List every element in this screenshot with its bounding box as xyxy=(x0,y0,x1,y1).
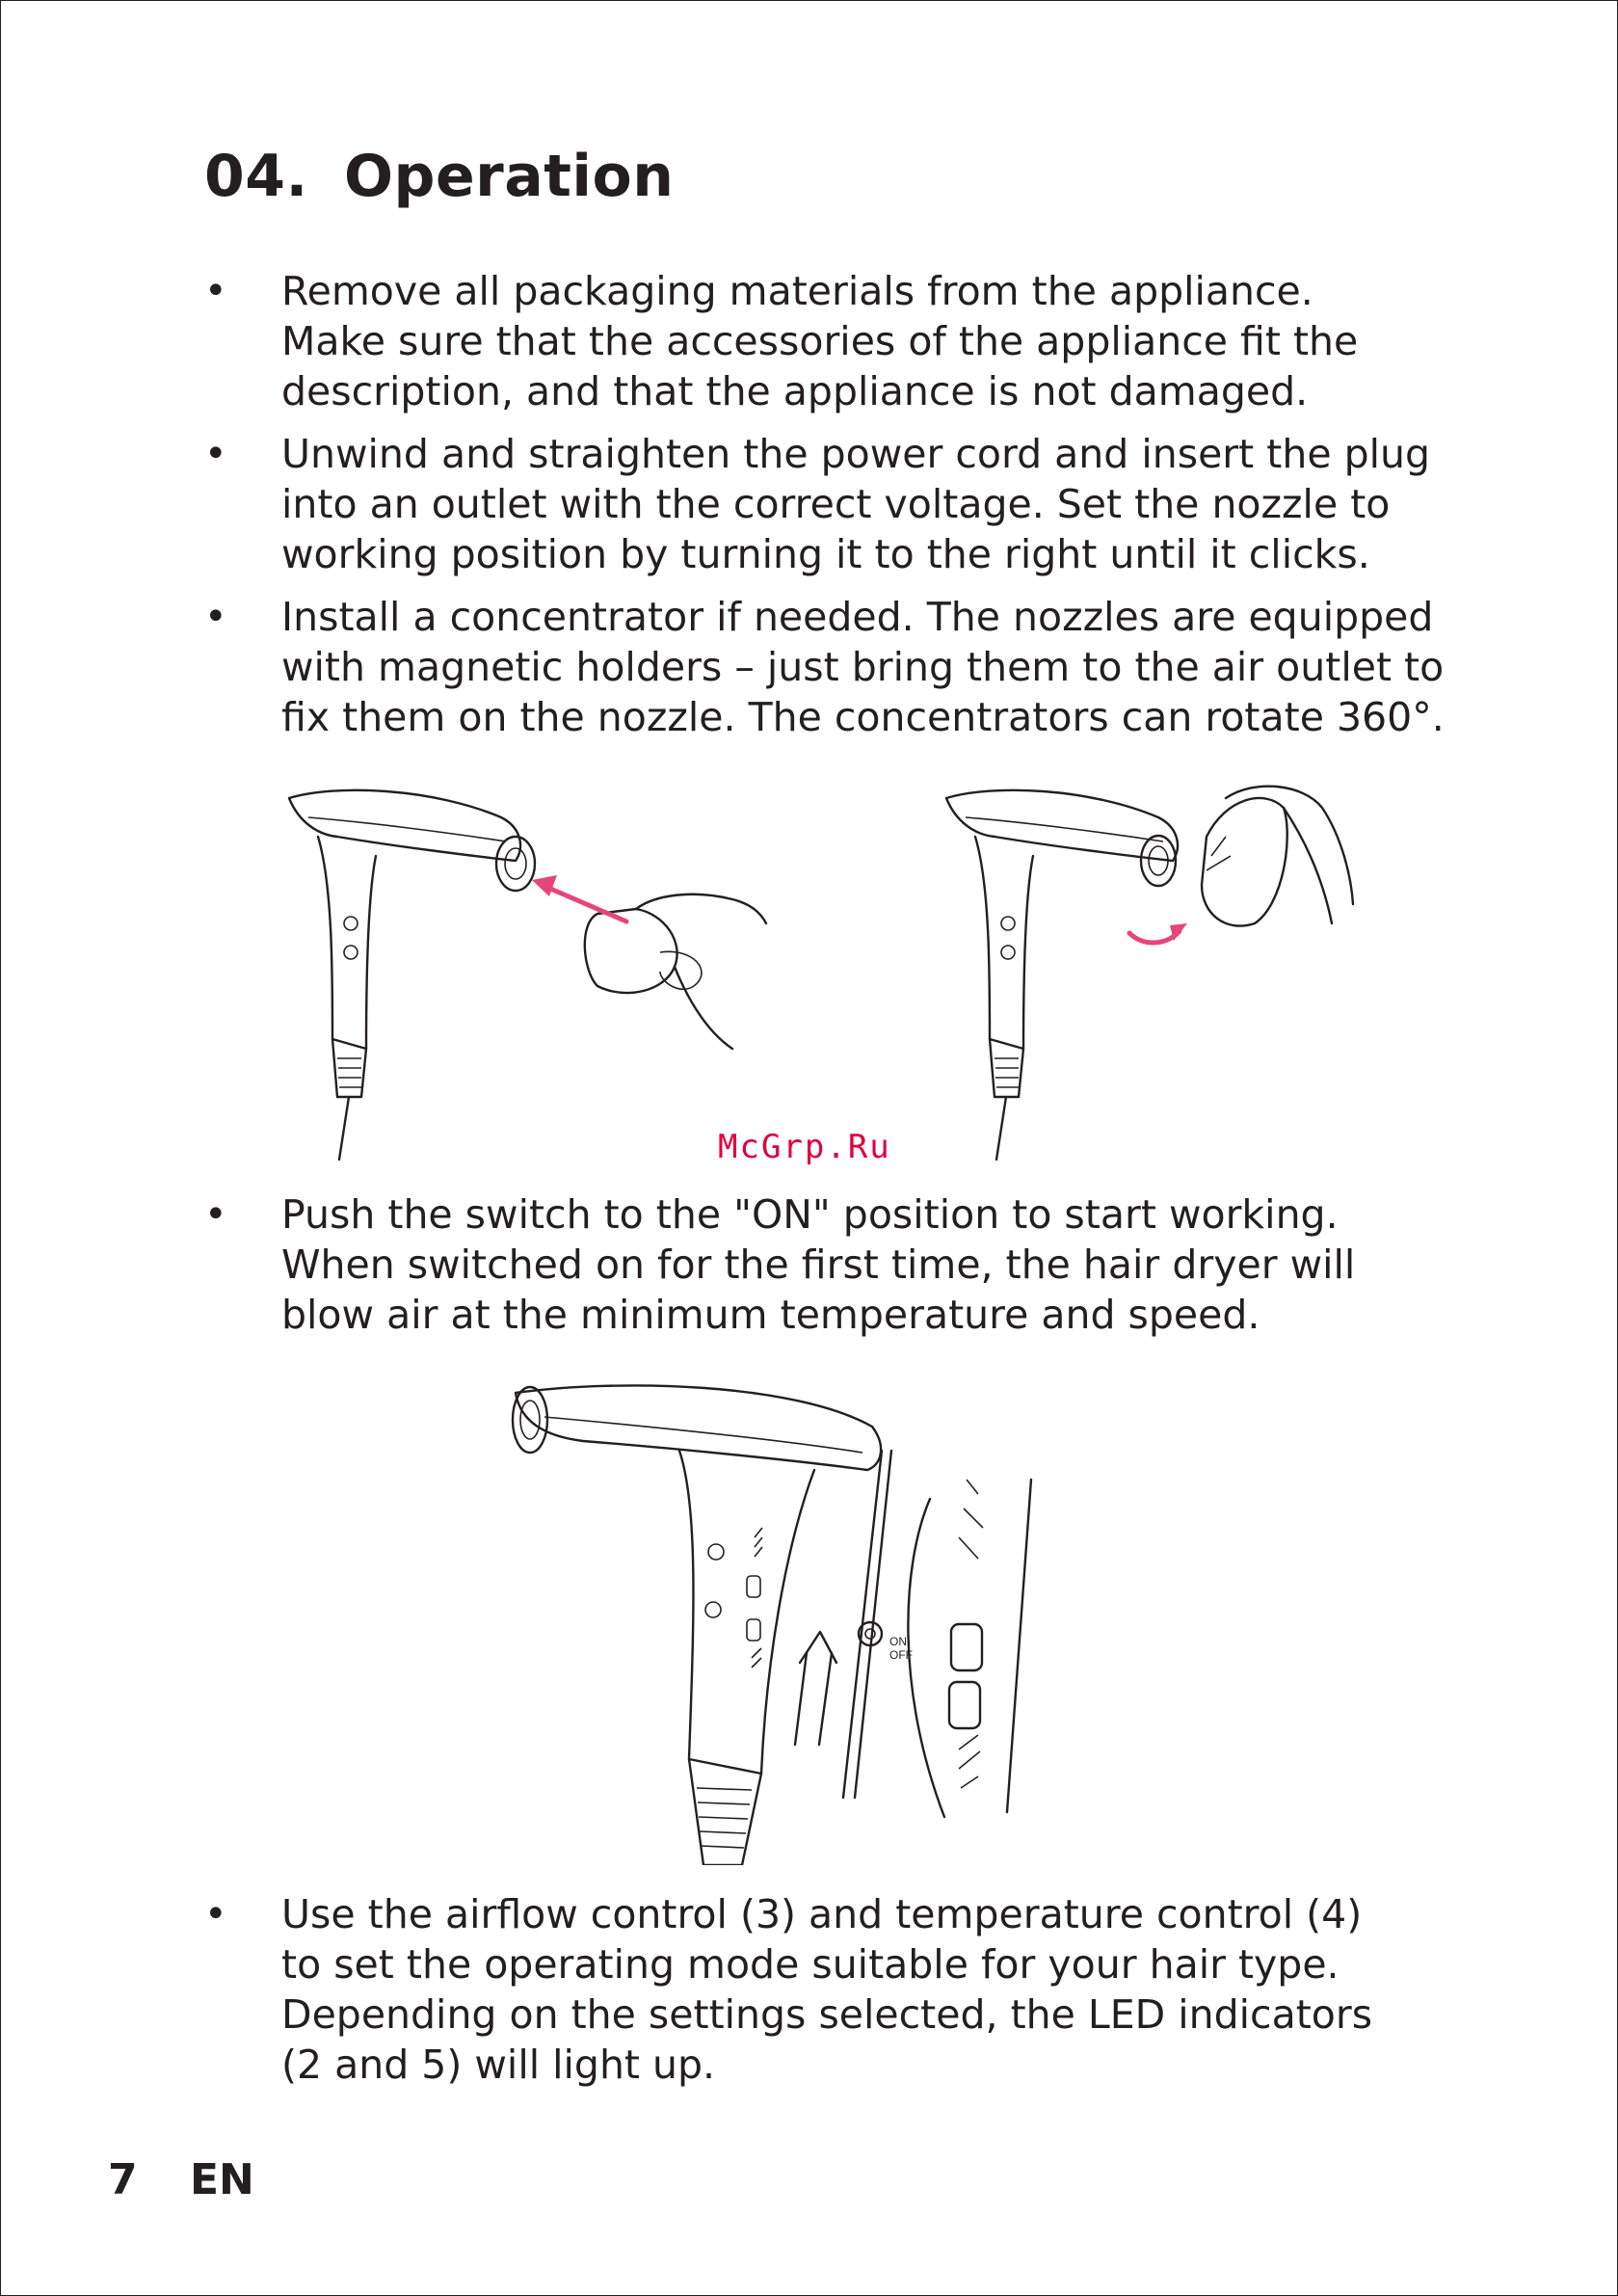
bullet-text: Install a concentrator if needed. The nozzles are equipped with magnetic holders – just bring them to the air outlet to fix them on the nozzle. The concentrators can rotate 360°. xyxy=(281,594,1445,740)
bullet-list-top xyxy=(204,266,1457,755)
section-title: Operation xyxy=(344,143,675,210)
page-footer xyxy=(108,2155,254,2204)
hair-dryer-illustration xyxy=(513,1385,881,1865)
section-heading xyxy=(204,143,674,210)
concentrator-hand-illustration xyxy=(1202,787,1353,926)
switch-off-label: OFF xyxy=(889,1648,913,1662)
bullet-dot: • xyxy=(204,432,227,476)
section-number: 04. xyxy=(204,143,308,210)
bullet-text: Push the switch to the "ON" position to start working. When switched on for the first time, the hair dryer will blow air at the minimum temperature and speed. xyxy=(281,1191,1356,1338)
bullet-text: Use the airflow control (3) and temperature control (4) to set the operating mode suitable for your hair type. Depending on the settings selected, the LED indicators (2 and 5) will light up. xyxy=(281,1891,1373,2088)
figure-attach-concentrator xyxy=(279,779,781,1164)
attach-arrowhead xyxy=(532,875,557,896)
list-item xyxy=(204,1189,1457,1340)
bullet-dot: • xyxy=(204,1892,227,1936)
hair-dryer-illustration xyxy=(946,790,1178,1160)
bullet-dot: • xyxy=(204,1192,227,1237)
figure-rotate-concentrator xyxy=(937,779,1361,1164)
bullet-text: Remove all packaging materials from the appliance. Make sure that the accessories of the appliance fit the description, and that the appliance is not damaged. xyxy=(281,268,1359,414)
figure-switch-on xyxy=(506,1374,1046,1865)
attach-arrow xyxy=(542,885,626,921)
hair-dryer-illustration xyxy=(289,790,535,1160)
watermark: McGrp.Ru xyxy=(718,1128,891,1166)
control-panel-detail-illustration xyxy=(908,1480,1031,1817)
bullet-text: Unwind and straighten the power cord and insert the plug into an outlet with the correct voltage. Set the nozzle to working position by turning it to the right until it clicks. xyxy=(281,431,1431,577)
switch-detail-illustration xyxy=(795,1451,913,1798)
list-item xyxy=(204,429,1457,579)
list-item xyxy=(204,1889,1457,2090)
switch-on-label: ON xyxy=(889,1635,907,1648)
list-item xyxy=(204,266,1457,416)
list-item xyxy=(204,592,1457,742)
bullet-list-middle xyxy=(204,1189,1457,1352)
bullet-list-bottom xyxy=(204,1889,1457,2102)
bullet-dot: • xyxy=(204,269,227,313)
page-number: 7 xyxy=(108,2155,138,2204)
language-code: EN xyxy=(190,2155,254,2204)
bullet-dot: • xyxy=(204,595,227,639)
